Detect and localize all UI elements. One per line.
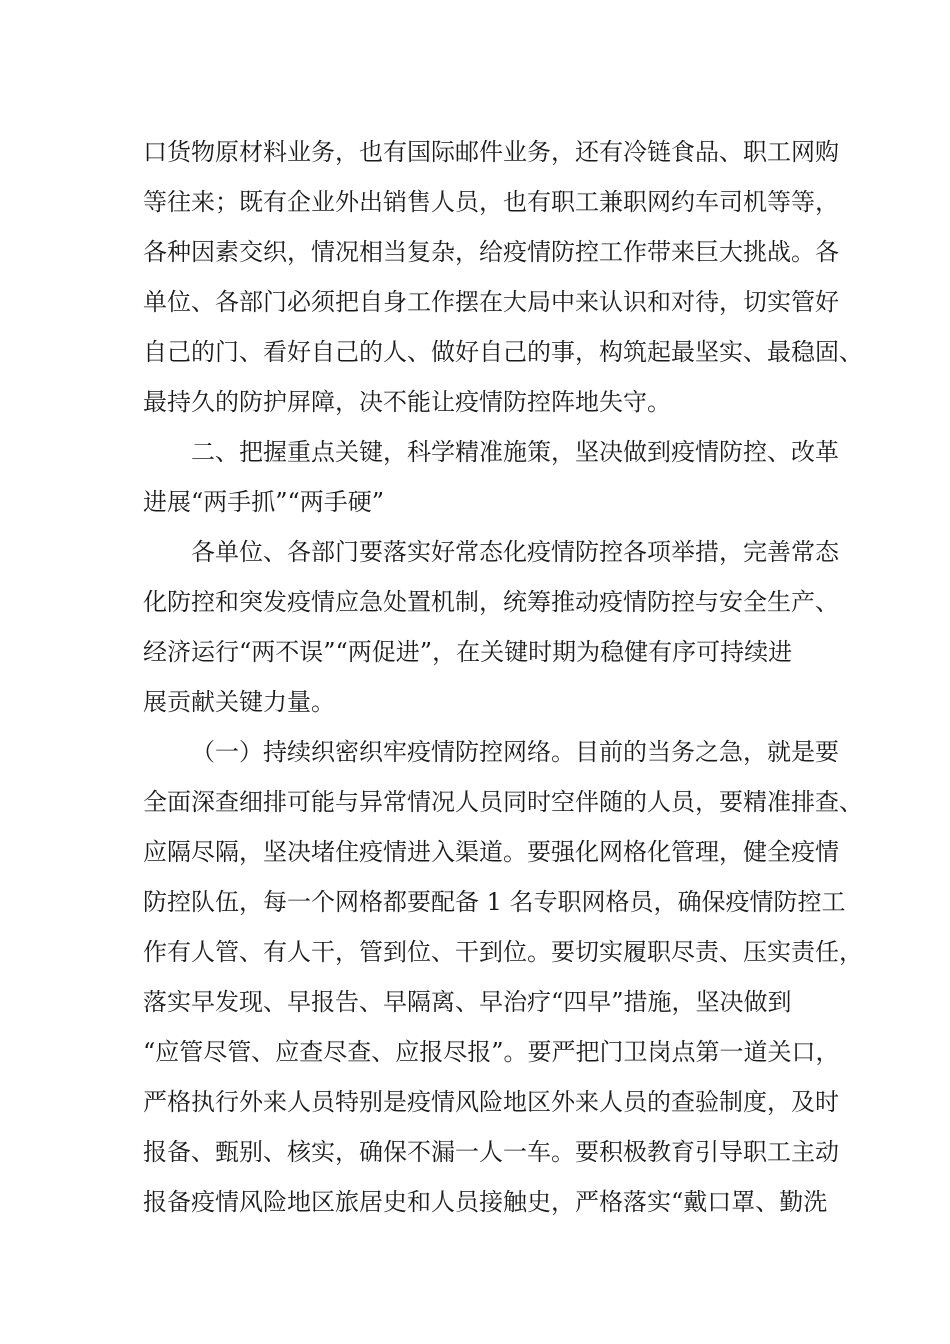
- text-line: 防控队伍，每一个网格都要配备 1 名专职网格员，确保疫情防控工: [143, 888, 846, 916]
- text-line: 全面深查细排可能与异常情况人员同时空伴随的人员，要精准排查、: [143, 788, 863, 816]
- text-line: 各种因素交织，情况相当复杂，给疫情防控工作带来巨大挑战。各: [143, 238, 839, 266]
- text-line: 经济运行“两不误”“两促进”，在关键时期为稳健有序可持续进: [143, 638, 793, 666]
- text-line: 口货物原材料业务，也有国际邮件业务，还有冷链食品、职工网购: [143, 138, 839, 166]
- text-line: 严格执行外来人员特别是疫情风险地区外来人员的查验制度，及时: [143, 1088, 839, 1116]
- text-line: 单位、各部门必须把自身工作摆在大局中来认识和对待，切实管好: [143, 288, 839, 316]
- section-heading-continued: 进展“两手抓”“两手硬”: [143, 488, 385, 516]
- text-line: 展贡献关键力量。: [143, 688, 335, 716]
- text-line: 落实早发现、早报告、早隔离、早治疗“四早”措施，坚决做到: [143, 988, 792, 1016]
- subsection-line: （一）持续织密织牢疫情防控网络。目前的当务之急，就是要: [191, 738, 839, 766]
- text-line: 等往来；既有企业外出销售人员，也有职工兼职网约车司机等等，: [143, 188, 839, 216]
- text-line: 自己的门、看好自己的人、做好自己的事，构筑起最坚实、最稳固、: [143, 338, 863, 366]
- text-line: 报备疫情风险地区旅居史和人员接触史，严格落实“戴口罩、勤洗: [143, 1188, 828, 1216]
- text-line: 最持久的防护屏障，决不能让疫情防控阵地失守。: [143, 388, 671, 416]
- text-line: 作有人管、有人干，管到位、干到位。要切实履职尽责、压实责任，: [143, 938, 863, 966]
- text-line: 各单位、各部门要落实好常态化疫情防控各项举措，完善常态: [191, 538, 839, 566]
- text-line: 化防控和突发疫情应急处置机制，统筹推动疫情防控与安全生产、: [143, 588, 839, 616]
- section-heading: 二、把握重点关键，科学精准施策，坚决做到疫情防控、改革: [191, 438, 839, 466]
- text-line: “应管尽管、应查尽查、应报尽报”。要严把门卫岗点第一道关口，: [143, 1038, 840, 1066]
- text-line: 应隔尽隔，坚决堵住疫情进入渠道。要强化网格化管理，健全疫情: [143, 838, 839, 866]
- text-line: 报备、甄别、核实，确保不漏一人一车。要积极教育引导职工主动: [143, 1138, 839, 1166]
